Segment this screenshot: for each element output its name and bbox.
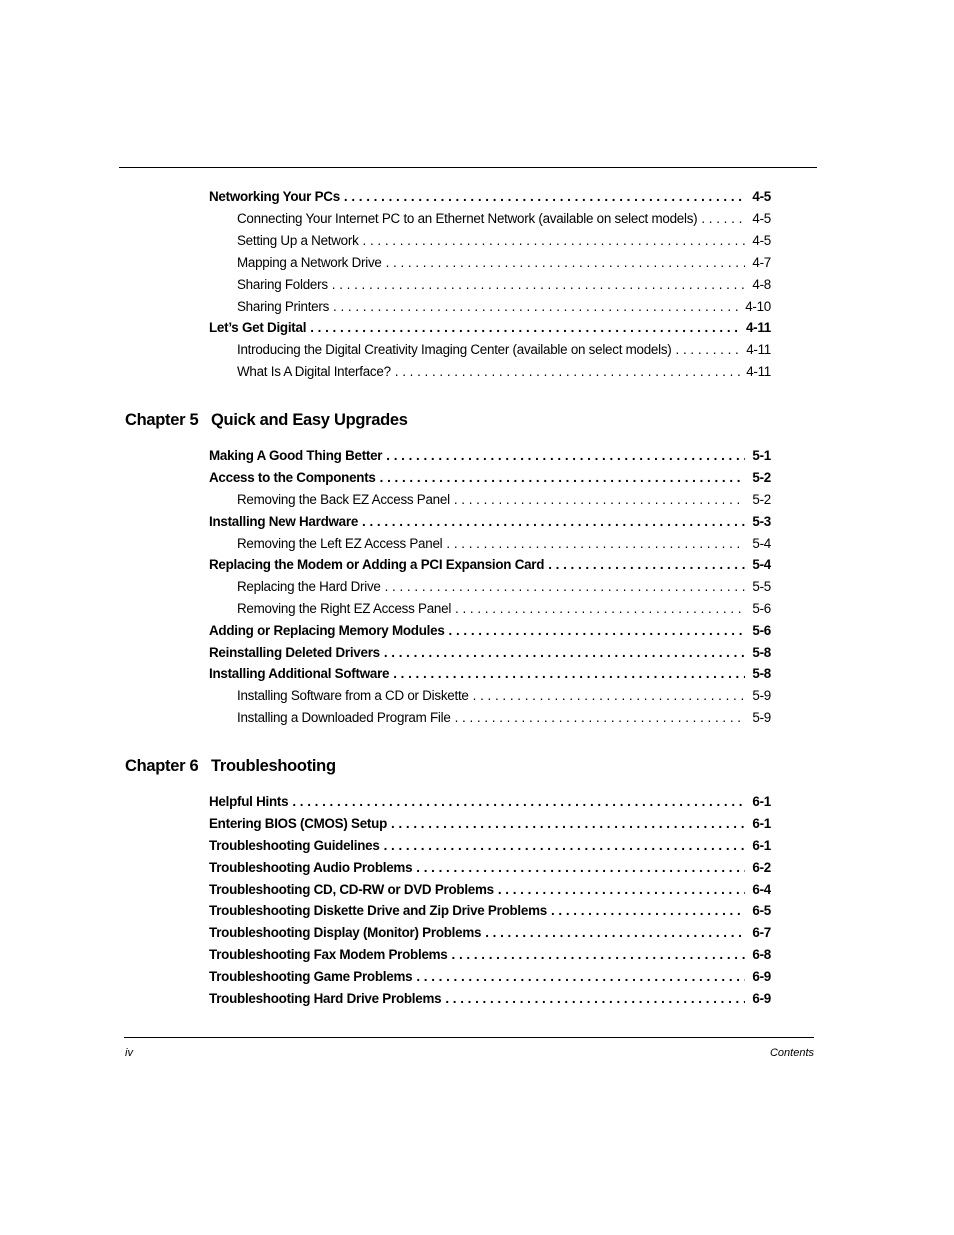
chapter-number: Chapter 5 bbox=[125, 411, 199, 429]
toc-entry-title: Removing the Left EZ Access Panel bbox=[237, 536, 443, 551]
toc-entry-title: Troubleshooting CD, CD-RW or DVD Problems bbox=[209, 882, 494, 897]
chapter-heading bbox=[125, 757, 336, 776]
toc-entry-page: 5-2 bbox=[752, 492, 771, 507]
dot-leader bbox=[395, 364, 742, 379]
dot-leader bbox=[473, 688, 745, 703]
toc-entry-title: What Is A Digital Interface? bbox=[237, 364, 391, 379]
toc-entry-title: Installing Additional Software bbox=[209, 666, 390, 681]
toc-entry[interactable] bbox=[209, 666, 771, 686]
toc-entry-page: 6-1 bbox=[752, 816, 771, 831]
toc-entry-page: 5-4 bbox=[752, 557, 771, 572]
toc-entry-page: 5-1 bbox=[752, 448, 771, 463]
toc-entry-page: 6-5 bbox=[752, 903, 771, 918]
chapter-title: Quick and Easy Upgrades bbox=[211, 411, 408, 429]
toc-entry[interactable] bbox=[209, 816, 771, 836]
toc-entry-page: 6-4 bbox=[752, 882, 771, 897]
toc-entry-page: 6-9 bbox=[752, 991, 771, 1006]
footer-page-number: iv bbox=[125, 1047, 133, 1059]
toc-entry-title: Troubleshooting Game Problems bbox=[209, 969, 413, 984]
toc-entry[interactable] bbox=[237, 710, 771, 730]
bottom-rule bbox=[124, 1037, 814, 1038]
toc-entry[interactable] bbox=[209, 557, 771, 577]
toc-entry[interactable] bbox=[209, 470, 771, 490]
toc-entry-title: Setting Up a Network bbox=[237, 232, 359, 248]
dot-leader bbox=[455, 710, 745, 725]
toc-entry-title: Connecting Your Internet PC to an Ethernet Network (available on select models) bbox=[237, 210, 698, 226]
toc-entry-page: 5-5 bbox=[752, 579, 771, 594]
dot-leader bbox=[292, 794, 745, 809]
toc-entry-title: Troubleshooting Audio Problems bbox=[209, 860, 413, 875]
dot-leader bbox=[551, 903, 745, 918]
toc-entry[interactable] bbox=[209, 448, 771, 468]
toc-entry-page: 4-11 bbox=[746, 364, 771, 379]
toc-entry-title: Access to the Components bbox=[209, 470, 376, 485]
toc-entry-title: Helpful Hints bbox=[209, 794, 289, 809]
toc-entry[interactable] bbox=[209, 514, 771, 534]
dot-leader bbox=[310, 320, 742, 335]
toc-entry-title: Troubleshooting Display (Monitor) Problems bbox=[209, 925, 482, 940]
toc-entry[interactable] bbox=[237, 277, 771, 297]
dot-leader bbox=[454, 492, 745, 507]
toc-entry-title: Let’s Get Digital bbox=[209, 320, 307, 335]
toc-entry-page: 6-2 bbox=[752, 860, 771, 875]
toc-entry-title: Sharing Folders bbox=[237, 276, 328, 292]
dot-leader bbox=[445, 991, 745, 1006]
toc-entry-title: Removing the Right EZ Access Panel bbox=[237, 601, 452, 616]
dot-leader bbox=[452, 947, 745, 962]
dot-leader bbox=[449, 623, 745, 638]
toc-entry-title: Mapping a Network Drive bbox=[237, 254, 382, 270]
toc-entry-page: 5-3 bbox=[752, 514, 771, 529]
dot-leader bbox=[485, 925, 745, 940]
toc-entry-page: 5-9 bbox=[752, 710, 771, 725]
toc-entry-title: Troubleshooting Hard Drive Problems bbox=[209, 991, 442, 1006]
toc-entry-page: 4-5 bbox=[752, 188, 771, 204]
toc-entry-page: 4-10 bbox=[745, 298, 771, 314]
toc-entry-page: 5-2 bbox=[752, 470, 771, 485]
toc-entry[interactable] bbox=[237, 342, 771, 362]
toc-entry[interactable] bbox=[209, 969, 771, 989]
toc-entry-title: Installing Software from a CD or Diskette bbox=[237, 688, 469, 703]
dot-leader bbox=[701, 211, 745, 226]
toc-entry-page: 4-7 bbox=[752, 254, 771, 270]
toc-entry-title: Adding or Replacing Memory Modules bbox=[209, 623, 445, 638]
dot-leader bbox=[386, 448, 745, 463]
toc-entry[interactable] bbox=[209, 925, 771, 945]
toc-entry-title: Sharing Printers bbox=[237, 298, 330, 314]
toc-entry-title: Making A Good Thing Better bbox=[209, 448, 383, 463]
toc-entry[interactable] bbox=[209, 860, 771, 880]
toc-entry-title: Troubleshooting Fax Modem Problems bbox=[209, 947, 448, 962]
toc-entry[interactable] bbox=[209, 645, 771, 665]
toc-entry-page: 6-9 bbox=[752, 969, 771, 984]
dot-leader bbox=[362, 514, 745, 529]
toc-entry-page: 5-9 bbox=[752, 688, 771, 703]
toc-entry-page: 5-6 bbox=[752, 623, 771, 638]
chapter-heading bbox=[125, 411, 408, 430]
dot-leader bbox=[385, 579, 745, 594]
toc-entry[interactable] bbox=[237, 299, 771, 319]
toc-entry[interactable] bbox=[209, 947, 771, 967]
toc-entry-page: 4-11 bbox=[746, 342, 771, 357]
dot-leader bbox=[548, 557, 745, 572]
dot-leader bbox=[384, 645, 745, 660]
toc-entry[interactable] bbox=[237, 233, 771, 253]
dot-leader bbox=[416, 860, 745, 875]
toc-entry[interactable] bbox=[237, 688, 771, 708]
top-rule bbox=[119, 167, 817, 168]
toc-entry[interactable] bbox=[237, 536, 771, 556]
dot-leader bbox=[446, 536, 745, 551]
toc-entry[interactable] bbox=[209, 320, 771, 340]
dot-leader bbox=[455, 601, 745, 616]
toc-entry[interactable] bbox=[237, 364, 771, 384]
toc-entry[interactable] bbox=[209, 623, 771, 643]
toc-entry-title: Troubleshooting Diskette Drive and Zip Drive Problems bbox=[209, 903, 547, 918]
toc-entry[interactable] bbox=[209, 794, 771, 814]
toc-entry-page: 4-5 bbox=[752, 232, 771, 248]
dot-leader bbox=[391, 816, 745, 831]
toc-entry-page: 6-1 bbox=[752, 794, 771, 809]
toc-entry-page: 5-8 bbox=[752, 645, 771, 660]
footer-section-name: Contents bbox=[769, 1047, 814, 1059]
toc-entry[interactable] bbox=[209, 189, 771, 209]
chapter-number: Chapter 6 bbox=[125, 757, 199, 775]
toc-entry-page: 5-4 bbox=[752, 536, 771, 551]
dot-leader bbox=[344, 189, 745, 204]
toc-entry[interactable] bbox=[237, 255, 771, 275]
dot-leader bbox=[333, 299, 741, 314]
toc-entry-page: 6-7 bbox=[752, 925, 771, 940]
toc-entry-title: Removing the Back EZ Access Panel bbox=[237, 492, 450, 507]
toc-entry-page: 4-11 bbox=[745, 320, 771, 335]
toc-entry-title: Networking Your PCs bbox=[209, 188, 340, 204]
toc-entry[interactable] bbox=[237, 601, 771, 621]
toc-entry-title: Installing New Hardware bbox=[209, 514, 359, 529]
toc-entry-title: Replacing the Modem or Adding a PCI Expansion Card bbox=[209, 557, 545, 572]
toc-entry[interactable] bbox=[237, 579, 771, 599]
dot-leader bbox=[416, 969, 745, 984]
toc-entry-title: Entering BIOS (CMOS) Setup bbox=[209, 816, 387, 831]
dot-leader bbox=[393, 666, 745, 681]
toc-entry-page: 6-8 bbox=[752, 947, 771, 962]
dot-leader bbox=[380, 470, 745, 485]
toc-entry[interactable] bbox=[209, 838, 771, 858]
toc-entry-title: Introducing the Digital Creativity Imaging Center (available on select models) bbox=[237, 342, 672, 357]
chapter-title: Troubleshooting bbox=[211, 757, 336, 775]
toc-entry-page: 4-8 bbox=[752, 276, 771, 292]
toc-entry-title: Installing a Downloaded Program File bbox=[237, 710, 451, 725]
toc-entry-title: Replacing the Hard Drive bbox=[237, 579, 381, 594]
toc-entry[interactable] bbox=[209, 903, 771, 923]
dot-leader bbox=[332, 277, 745, 292]
dot-leader bbox=[386, 255, 745, 270]
toc-entry[interactable] bbox=[209, 991, 771, 1011]
toc-entry-page: 5-6 bbox=[752, 601, 771, 616]
toc-entry[interactable] bbox=[237, 211, 771, 231]
toc-entry-page: 4-5 bbox=[752, 210, 771, 226]
toc-entry[interactable] bbox=[237, 492, 771, 512]
toc-entry-title: Reinstalling Deleted Drivers bbox=[209, 645, 380, 660]
toc-entry-page: 6-1 bbox=[752, 838, 771, 853]
toc-entry[interactable] bbox=[209, 882, 771, 902]
toc-entry-page: 5-8 bbox=[752, 666, 771, 681]
dot-leader bbox=[676, 342, 743, 357]
toc-entry-title: Troubleshooting Guidelines bbox=[209, 838, 380, 853]
dot-leader bbox=[384, 838, 745, 853]
dot-leader bbox=[498, 882, 745, 897]
dot-leader bbox=[363, 233, 745, 248]
